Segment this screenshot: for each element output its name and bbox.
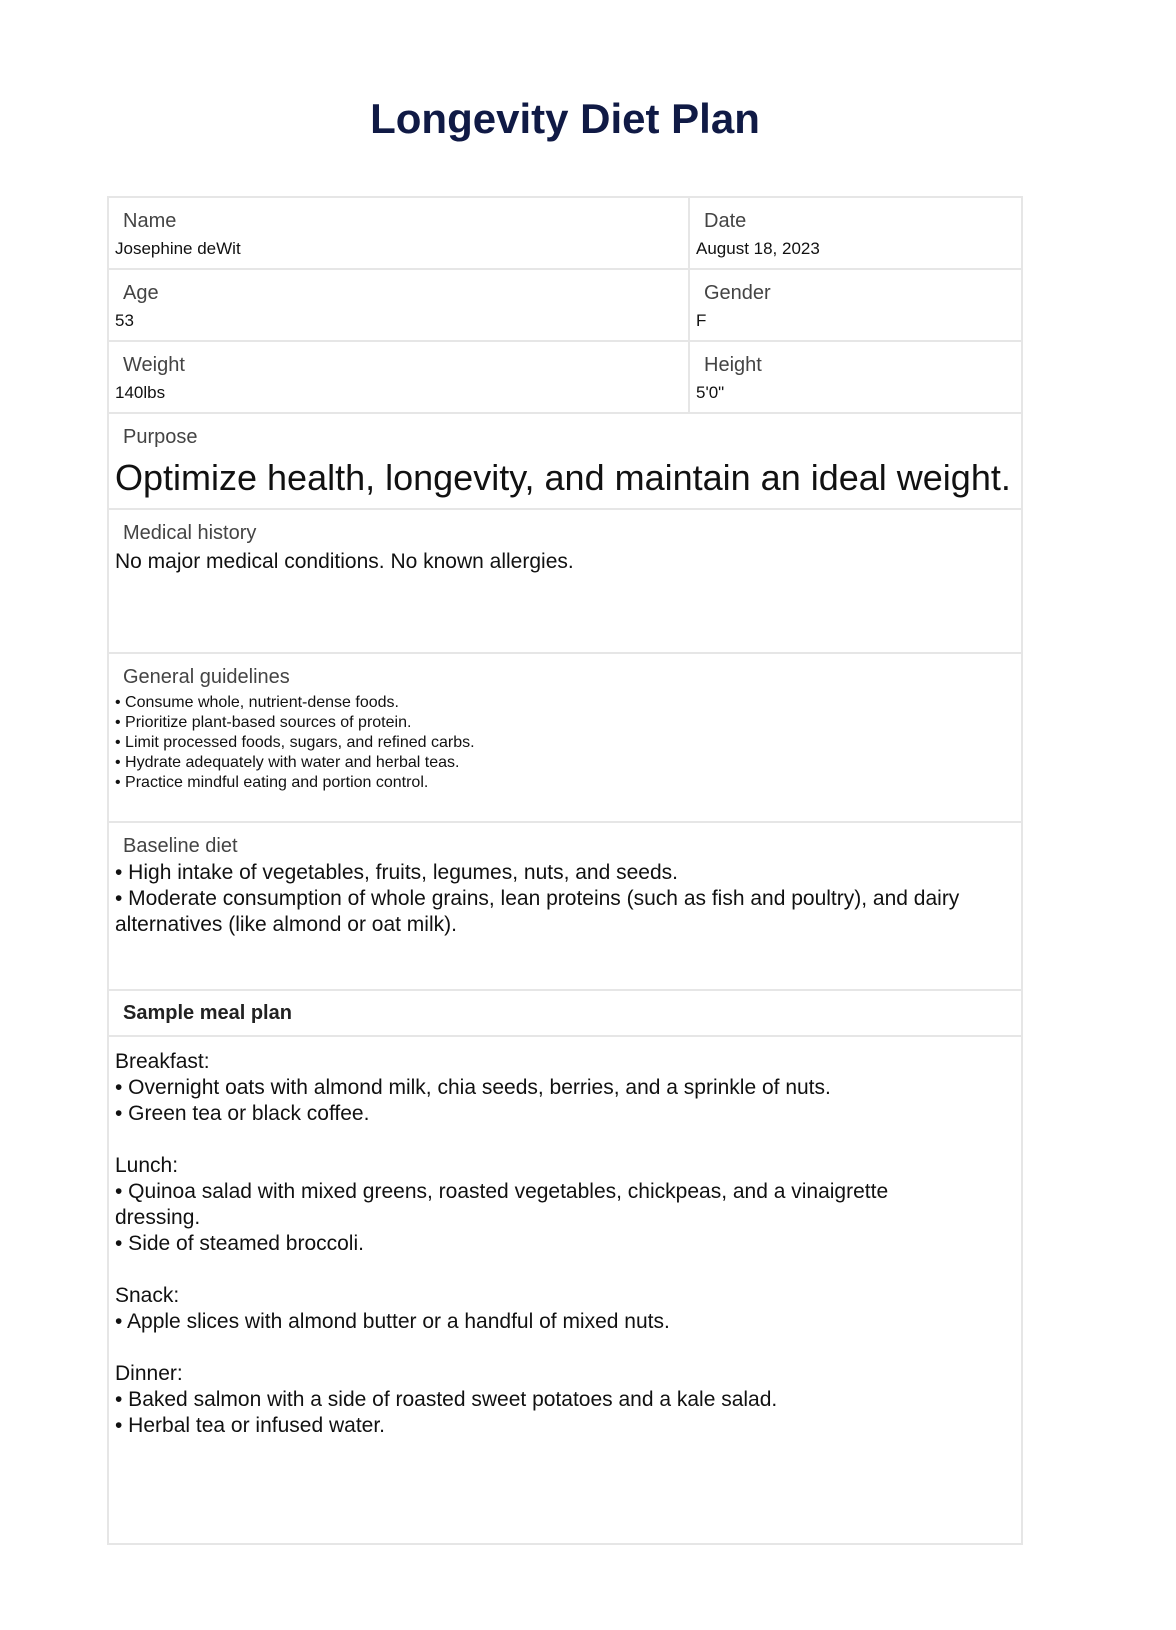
age-field[interactable] (109, 270, 690, 340)
date-label: Date (704, 210, 747, 232)
row-medical-history (109, 510, 1021, 654)
meal-dinner (115, 1361, 1015, 1439)
meal-item: • Green tea or black coffee. (115, 1102, 370, 1125)
medical-history-label: Medical history (123, 522, 257, 544)
guideline-item: • Consume whole, nutrient-dense foods. (115, 694, 399, 711)
meal-name: Lunch: (115, 1154, 179, 1177)
guidelines-list (115, 693, 1015, 793)
guideline-item: • Limit processed foods, sugars, and refined carbs. (115, 734, 475, 751)
purpose-field[interactable] (109, 414, 1021, 508)
name-field[interactable] (109, 198, 690, 268)
weight-field[interactable] (109, 342, 690, 412)
meal-plan-field[interactable] (109, 1037, 1021, 1543)
row-purpose (109, 414, 1021, 510)
baseline-label: Baseline diet (123, 835, 238, 857)
baseline-list (115, 860, 1015, 938)
baseline-item: • High intake of vegetables, fruits, legumes, nuts, and seeds. (115, 861, 679, 884)
baseline-item: • Moderate consumption of whole grains, lean proteins (such as fish and poultry), and dairy alternatives (like almond or oat milk). (115, 887, 960, 936)
row-age-gender (109, 270, 1021, 342)
date-field[interactable] (690, 198, 1021, 268)
age-value: 53 (115, 311, 134, 330)
meal-item: • Quinoa salad with mixed greens, roasted vegetables, chickpeas, and a vinaigrette dressing. (115, 1180, 889, 1229)
row-guidelines (109, 654, 1021, 823)
name-value: Josephine deWit (115, 239, 241, 258)
row-name-date (109, 198, 1021, 270)
date-value: August 18, 2023 (696, 239, 820, 258)
meal-item: • Baked salmon with a side of roasted sweet potatoes and a kale salad. (115, 1388, 778, 1411)
medical-history-value: No major medical conditions. No known allergies. (115, 550, 574, 573)
meal-name: Snack: (115, 1284, 180, 1307)
row-baseline (109, 823, 1021, 991)
purpose-label: Purpose (123, 426, 198, 448)
height-label: Height (704, 354, 762, 376)
weight-value: 140lbs (115, 383, 166, 402)
row-weight-height (109, 342, 1021, 414)
gender-field[interactable] (690, 270, 1021, 340)
gender-value: F (696, 311, 707, 330)
page-title: Longevity Diet Plan (370, 95, 760, 142)
meal-breakfast (115, 1049, 1015, 1127)
meal-plan-header (109, 991, 1021, 1035)
meal-item: • Side of steamed broccoli. (115, 1232, 364, 1255)
gender-label: Gender (704, 282, 771, 304)
row-meal-plan (109, 1037, 1021, 1543)
meal-lunch (115, 1153, 1015, 1257)
height-field[interactable] (690, 342, 1021, 412)
weight-label: Weight (123, 354, 185, 376)
guideline-item: • Hydrate adequately with water and herbal teas. (115, 754, 460, 771)
purpose-value: Optimize health, longevity, and maintain an ideal weight. (115, 457, 1011, 498)
baseline-field[interactable] (109, 823, 1021, 989)
guidelines-label: General guidelines (123, 666, 290, 688)
meal-item: • Herbal tea or infused water. (115, 1414, 385, 1437)
meal-plan-label: Sample meal plan (123, 1002, 292, 1024)
height-value: 5'0" (696, 383, 725, 402)
guidelines-field[interactable] (109, 654, 1021, 821)
meal-item: • Overnight oats with almond milk, chia seeds, berries, and a sprinkle of nuts. (115, 1076, 831, 1099)
age-label: Age (123, 282, 159, 304)
meal-snack (115, 1283, 1015, 1335)
guideline-item: • Practice mindful eating and portion control. (115, 774, 429, 791)
meal-item: • Apple slices with almond butter or a handful of mixed nuts. (115, 1310, 670, 1333)
meal-name: Breakfast: (115, 1050, 210, 1073)
guideline-item: • Prioritize plant-based sources of protein. (115, 714, 412, 731)
diet-plan-form (107, 196, 1023, 1545)
meal-name: Dinner: (115, 1362, 183, 1385)
medical-history-field[interactable] (109, 510, 1021, 652)
row-meal-plan-header (109, 991, 1021, 1037)
name-label: Name (123, 210, 177, 232)
